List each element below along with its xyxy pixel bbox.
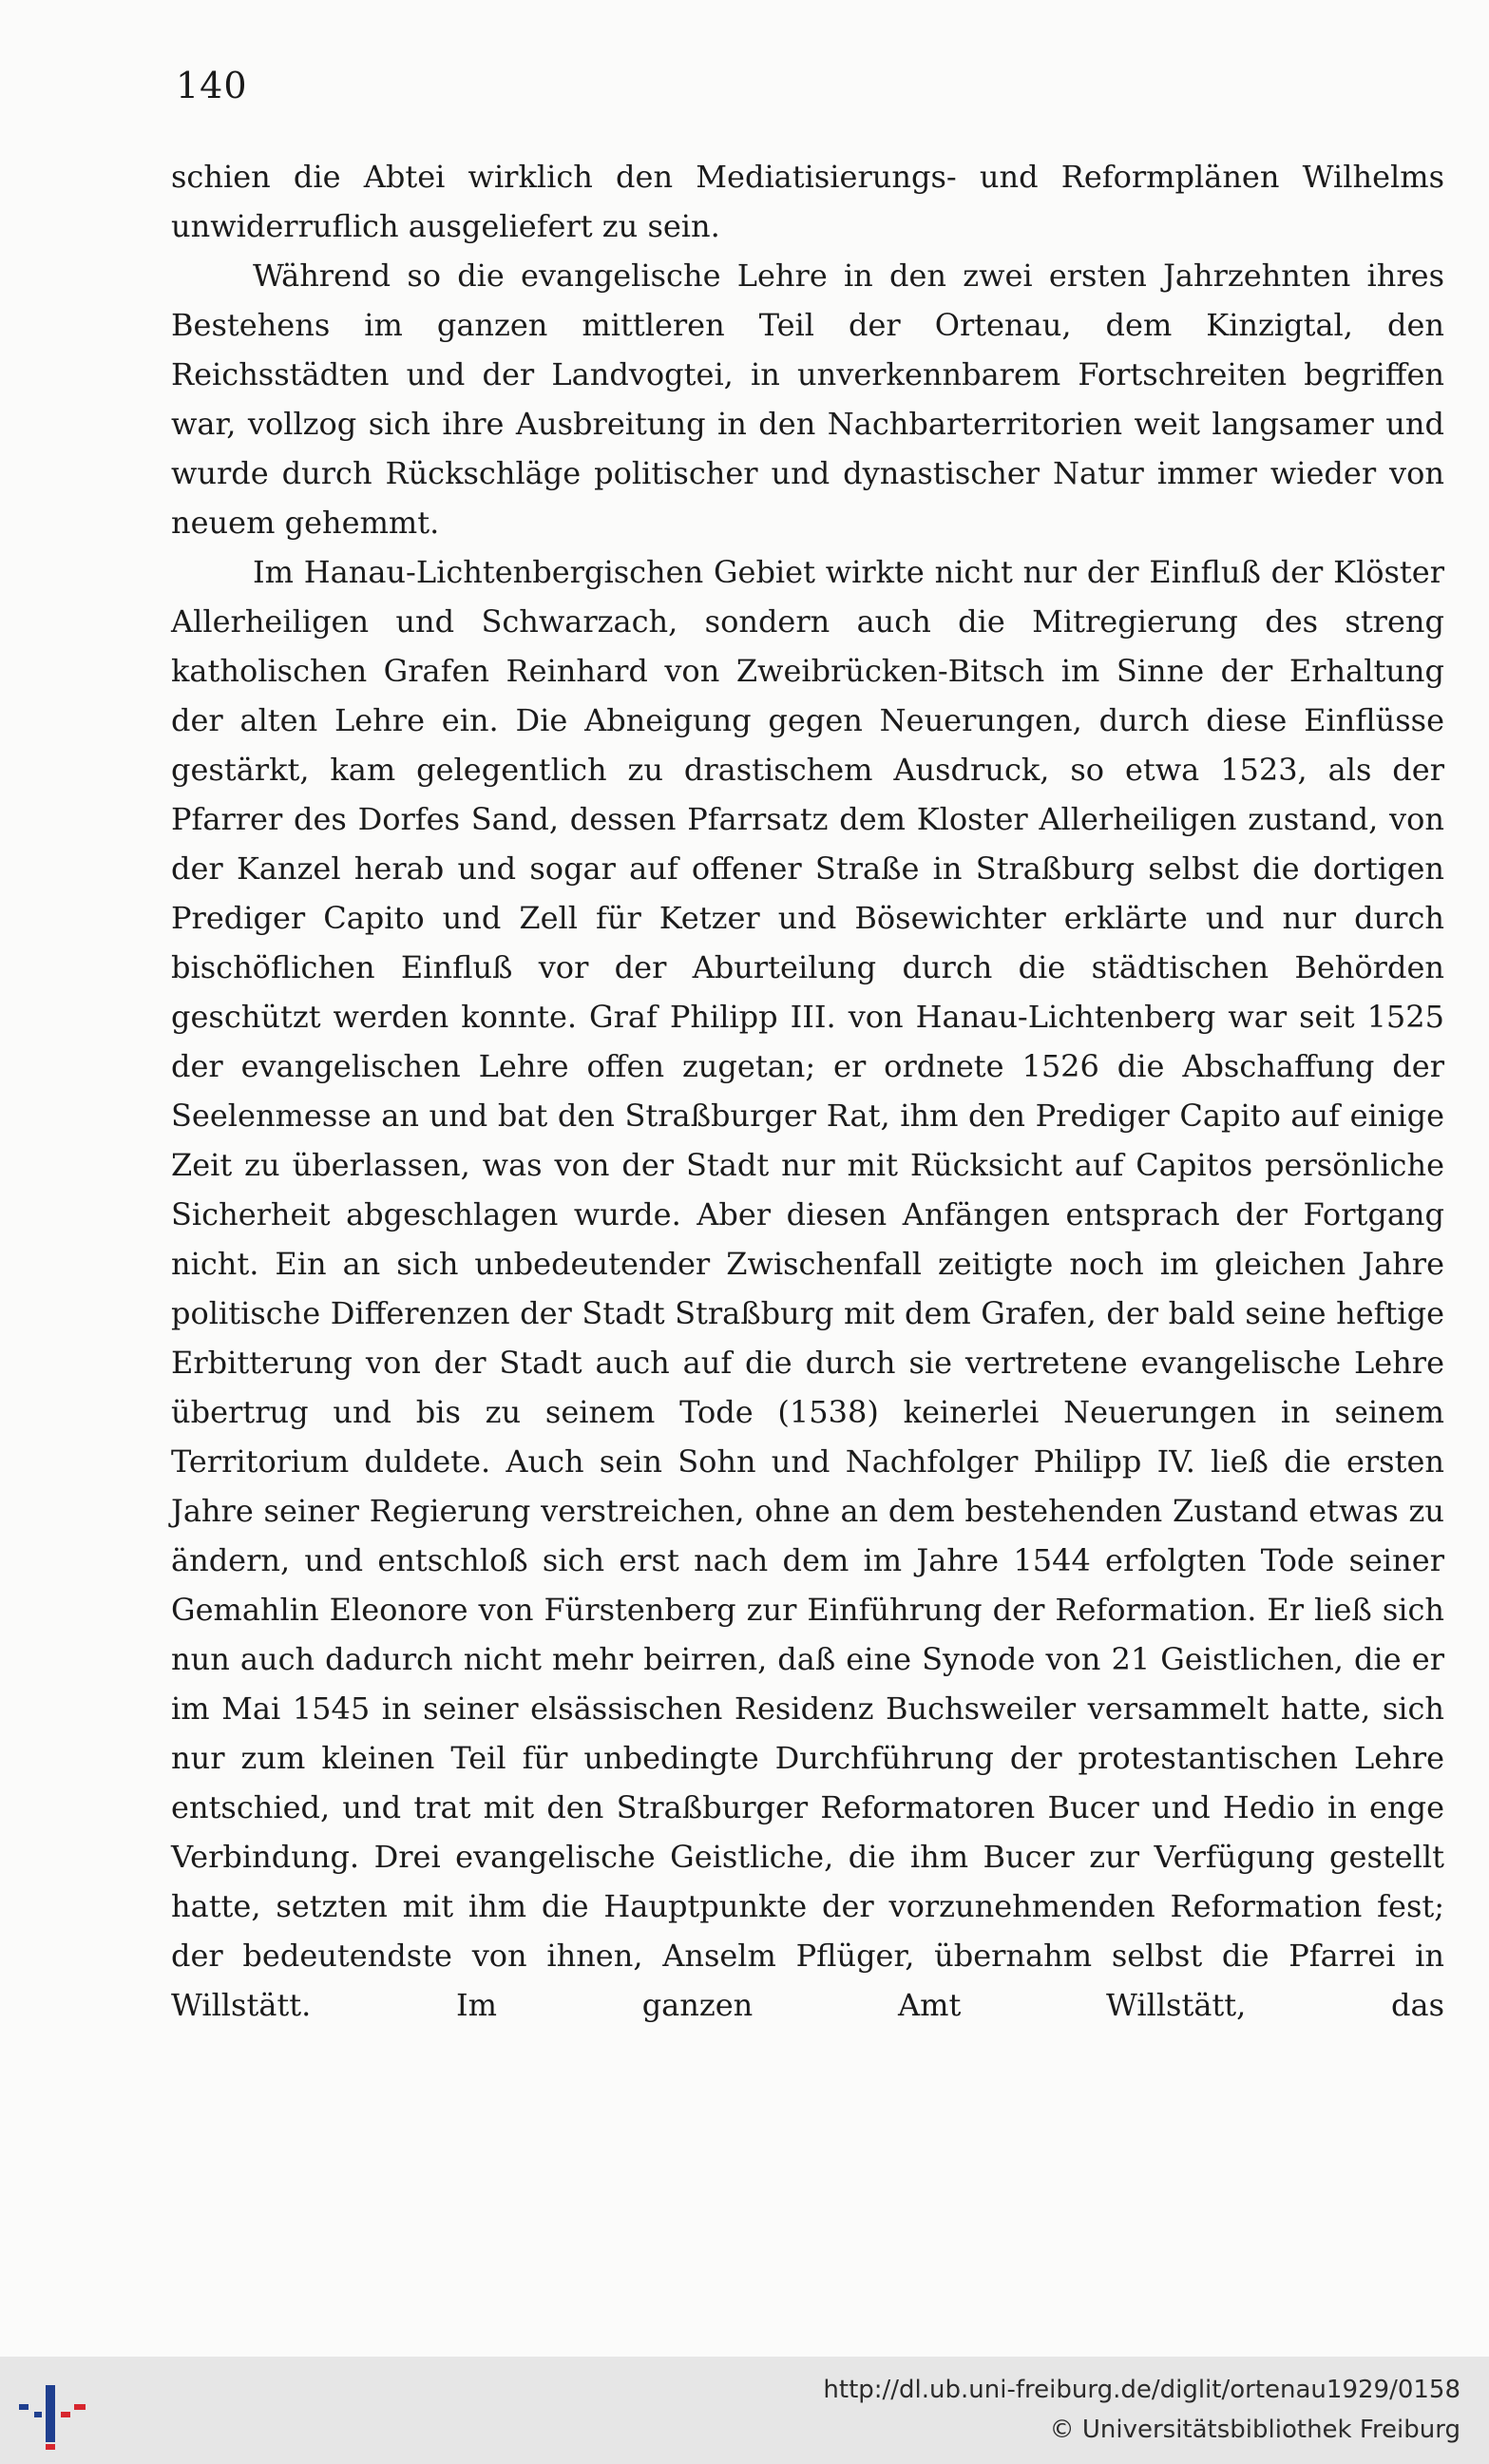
source-url[interactable]: http://dl.ub.uni-freiburg.de/diglit/ortenau1929/0158 bbox=[823, 2376, 1460, 2404]
paragraph-1: schien die Abtei wirklich den Mediatisierungs- und Reformplänen Wilhelms unwiderruflich ausgeliefert zu sein. bbox=[171, 159, 1444, 244]
paragraph-3: Im Hanau-Lichtenbergischen Gebiet wirkte nicht nur der Einfluß der Klöster Allerheiligen und Schwarzach, sondern auch die Mitregierung des streng katholischen Grafen Reinhard von Zweibrücken-Bitsch im Sinne der Erhaltung der alten Lehre ein. Die Abneigung gegen Neuerungen, durch diese Einflüsse gestärkt, kam gelegentlich zu drastischem Ausdruck, so etwa 1523, als der Pfarrer des Dorfes Sand, dessen Pfarrsatz dem Kloster Allerheiligen zustand, von der Kanzel herab und sogar auf offener Straße in Straßburg selbst die dortigen Prediger Capito und Zell für Ketzer und Bösewichter erklärte und nur durch bischöflichen Einfluß vor der Aburteilung durch die städtischen Behörden geschützt werden konnte. Graf Philipp III. von Hanau-Lichtenberg war seit 1525 der evangelischen Lehre offen zugetan; er ordnete 1526 die Abschaffung der Seelenmesse an und bat den Straßburger Rat, ihm den Prediger Capito auf einige Zeit zu überlassen, was von der Stadt nur mit Rücksicht auf Capitos persönliche Sicherheit abgeschlagen wurde. Aber diesen Anfängen entsprach der Fortgang nicht. Ein an sich unbedeutender Zwischenfall zeitigte noch im gleichen Jahre politische Differenzen der Stadt Straßburg mit dem Grafen, der bald seine heftige Erbitterung von der Stadt auch auf die durch sie vertretene evangelische Lehre übertrug und bis zu seinem Tode (1538) keinerlei Neuerungen in seinem Territorium duldete. Auch sein Sohn und Nachfolger Philipp IV. ließ die ersten Jahre seiner Regierung verstreichen, ohne an dem bestehenden Zustand etwas zu ändern, und entschloß sich erst nach dem im Jahre 1544 erfolgten Tode seiner Gemahlin Eleonore von Fürstenberg zur Einführung der Reformation. Er ließ sich nun auch dadurch nicht mehr beirren, daß eine Synode von 21 Geistlichen, die er im Mai 1545 in seiner elsässischen Residenz Buchsweiler versammelt hatte, sich nur zum kleinen Teil für unbedingte Durchführung der protestantischen Lehre entschied, und trat mit den Straßburger Reformatoren Bucer und Hedio in enge Verbindung. Drei evangelische Geistliche, die ihm Bucer zur Verfügung gestellt hatte, setzten mit ihm die Hauptpunkte der vorzunehmenden Reformation fest; der bedeutendste von ihnen, Anselm Pflüger, übernahm selbst die Pfarrei in Willstätt. Im ganzen Amt Willstätt, das bbox=[171, 554, 1444, 2023]
library-logo-icon bbox=[17, 2376, 93, 2452]
body-text bbox=[171, 152, 1444, 2030]
copyright-notice: © Universitätsbibliothek Freiburg bbox=[1049, 2416, 1460, 2444]
footer-bar bbox=[0, 2357, 1489, 2464]
paragraph-2: Während so die evangelische Lehre in den zwei ersten Jahrzehnten ihres Bestehens im ganzen mittleren Teil der Ortenau, dem Kinzigtal, den Reichsstädten und der Landvogtei, in unverkennbarem Fortschreiten begriffen war, vollzog sich ihre Ausbreitung in den Nachbarterritorien weit langsamer und wurde durch Rückschläge politischer und dynastischer Natur immer wieder von neuem gehemmt. bbox=[171, 258, 1444, 541]
page-number: 140 bbox=[176, 65, 248, 106]
